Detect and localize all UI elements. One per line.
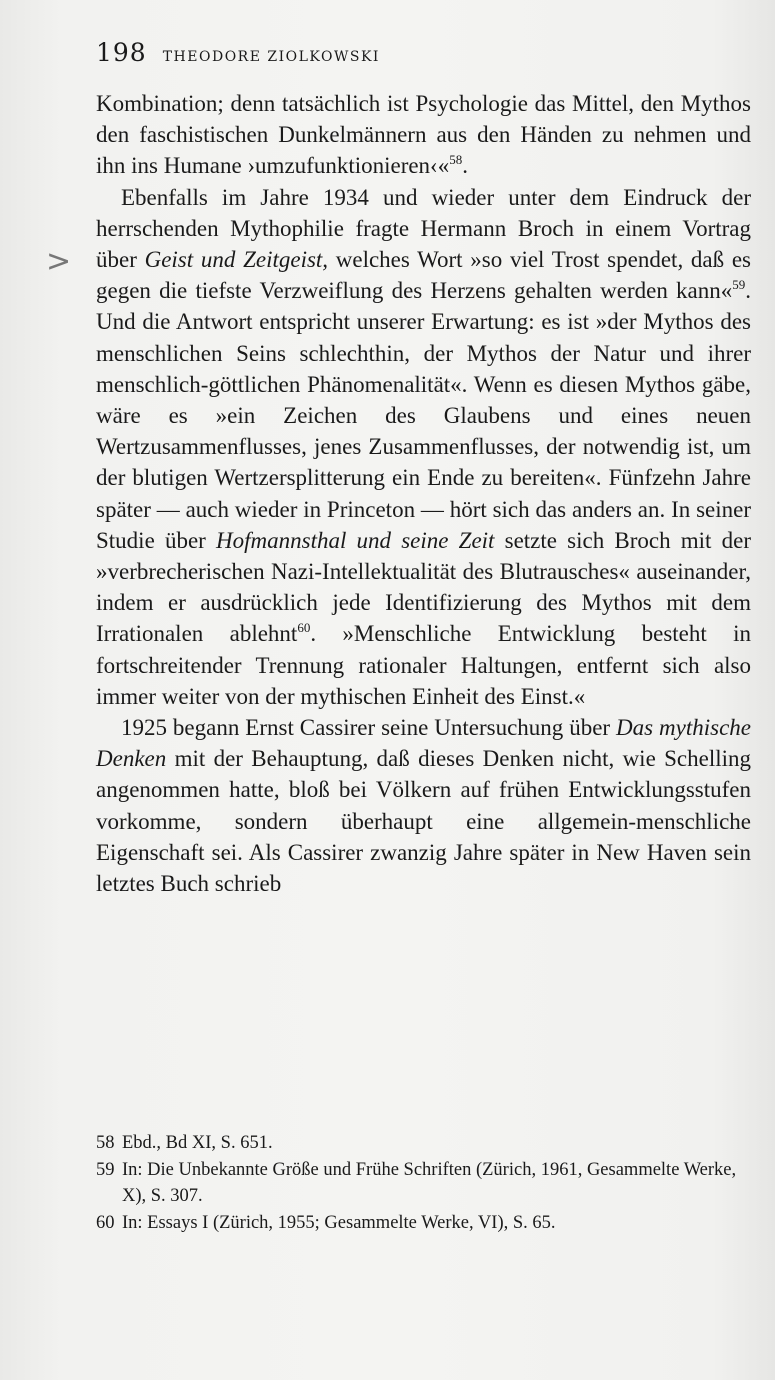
page-header [96,38,380,67]
footnote-number: 59 [96,1159,115,1180]
title-hofmannsthal: Hofmannsthal und seine Zeit [216,527,495,553]
footnote-text: Ebd., Bd XI, S. 651. [122,1133,273,1153]
paragraph-3: 1925 begann Ernst Cassirer seine Untersuchung über Das mythische Denken mit der Behauptung, daß dieses Denken nicht, wie Schelling angenommen hatte, bloß bei Völkern auf frühen Entwicklungsstufen vorkomme, sondern überhaupt eine allgemein-menschliche Eigenschaft sei. Als Cassirer zwanzig Jahre später in New Haven sein letztes Buch schrieb [96,715,751,897]
paragraph-2: Ebenfalls im Jahre 1934 und wieder unter dem Eindruck der herrschenden Mythophilie fragte Hermann Broch in einem Vortrag über Geist und Zeitgeist, welches Wort »so viel Trost spendet, daß es gegen die tiefste Verzweiflung des Herzens gehalten werden kann«$^{59}$. Und die Antwort entspricht unserer Erwartung: es ist »der Mythos des menschlichen Seins schlechthin, der Mythos der Natur und ihrer menschlich-göttlichen Phänomenalität«. Wenn es diesen Mythos gäbe, wäre es »ein Zeichen des Glaubens und eines neuen Wertzusammenflusses, jenes Zusammenflusses, der notwendig ist, um der blutigen Wertzersplitterung ein Ende zu bereiten«. Fünfzehn Jahre später — auch wieder in Princeton — hört sich das anders an. In seiner Studie über Hofmannsthal und seine Zeit setzte sich Broch mit der »verbrecherischen Nazi-Intellektualität des Blutrausches« auseinander, indem er ausdrücklich jede Identifizierung des Mythos mit dem Irrationalen ablehnt$^{60}$. »Menschliche Entwicklung besteht in fortschreitender Trennung rationaler Haltungen, entfernt sich also immer weiter von der mythischen Einheit des Einst.« [96,184,751,709]
footnote-ref-58: 58 [449,152,463,168]
footnote-number: 58 [96,1133,115,1153]
footnote-text: In: Die Unbekannte Größe und Frühe Schriften (Zürich, 1961, Gesammelte Werke, X), S. 307. [122,1159,737,1206]
footnote-ref-59: 59 [732,277,746,293]
page-number: 198 [96,38,147,67]
title-mythische-denken: Das mythische Denken [96,715,751,772]
running-head: THEODORE ZIOLKOWSKI [162,49,380,65]
footnote-58 [96,1130,756,1157]
paragraph-1: Kombination; denn tatsächlich ist Psychologie das Mittel, den Mythos den faschistischen Dunkelmännern aus den Händen zu nehmen und ihn ins Humane ›umzufunktionieren‹«$^{58}$. [96,91,751,179]
footnote-text: In: Essays I (Zürich, 1955; Gesammelte Werke, VI), S. 65. [122,1212,556,1233]
footnotes [96,1130,756,1236]
footnote-60 [96,1210,756,1237]
title-geist-und-zeitgeist: Geist und Zeitgeist, [144,247,329,273]
footnote-59 [96,1157,756,1210]
footnote-number: 60 [96,1212,115,1233]
footnote-ref-60: 60 [297,620,311,636]
margin-mark: > [46,244,72,279]
body-text [96,88,751,899]
